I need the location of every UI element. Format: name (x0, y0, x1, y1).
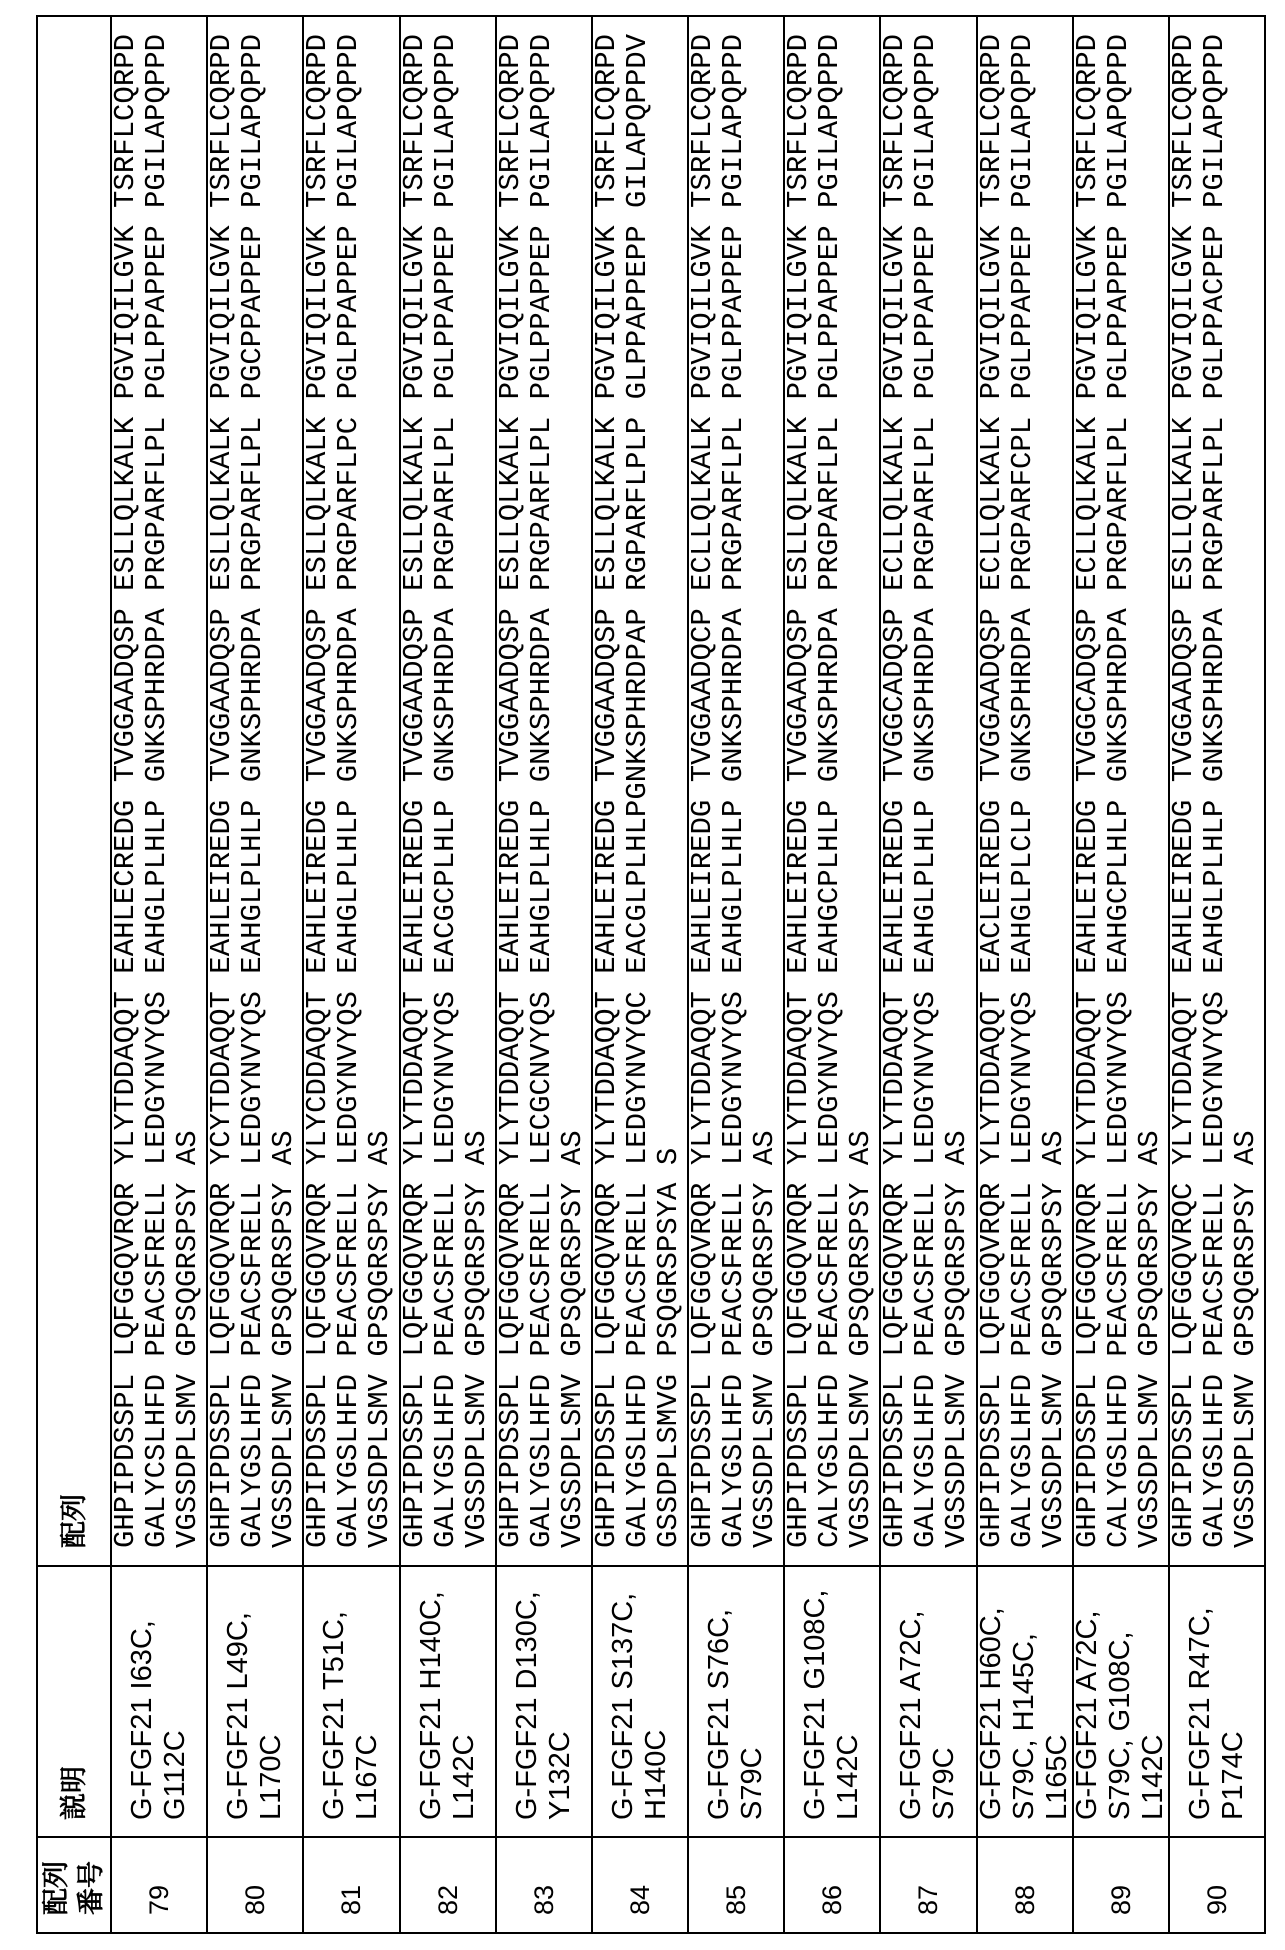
sequence-line: GHPIPDSSPL LQFGGQVRQR YLYTDDAQQT EAHLEIREDG TVGGAADQSP ESLLQLKALK PGVIQILGVK TSRFLCQRPD (493, 33, 527, 1548)
sequence-cell (974, 17, 1072, 1567)
sequence-line: VGSSDPLSMV GPSQGRSPSY AS (844, 1130, 878, 1548)
seq-id-cell (593, 1838, 687, 1932)
sequence-line: VGSSDPLSMV GPSQGRSPSY AS (363, 1130, 397, 1548)
sequence-cell (397, 17, 495, 1567)
seq-id-cell (689, 1838, 783, 1932)
seq-id: 83 (528, 1884, 559, 1915)
description-text: G-FGF21 H60C, S79C, H145C, L165C (975, 1607, 1074, 1820)
table-header-row (38, 17, 110, 1932)
sequence-line: VGSSDPLSMV GPSQGRSPSY AS (555, 1130, 589, 1548)
seq-id: 87 (913, 1884, 944, 1915)
sequence-line: GHPIPDSSPL LQFGGQVRQR YLYTDDAQQT EAHLEIREDG TVGGCADQSP ECLLQLKALK PGVIQILGVK TSRFLCQRPD (1070, 33, 1104, 1548)
sequence-line: VGSSDPLSMV GPSQGRSPSY AS (1132, 1130, 1166, 1548)
sequence-line: VGSSDPLSMV GPSQGRSPSY AS (171, 1130, 204, 1548)
seq-id: 84 (624, 1884, 655, 1915)
seq-id-cell (112, 1838, 206, 1932)
description-cell (401, 1567, 495, 1838)
description-cell (689, 1567, 783, 1838)
sequence-line: GHPIPDSSPL LQFGGQVRQR YLYTDDAQQT EAHLEIREDG TVGGCADQSP ECLLQLKALK PGVIQILGVK TSRFLCQRPD (878, 33, 912, 1548)
table-row (976, 17, 1072, 1932)
description-text: G-FGF21 H140C, L142C (414, 1591, 480, 1820)
sequence-line: GALYGSLHFD PEACSFRELL LEDGYNVYQS EAHGLPLHLP GNKSPHRDPA PRGPARFLPL PGCPPAPPEP PGILAPQPPD (236, 33, 270, 1548)
description-text: G-FGF21 R47C, P174C (1183, 1607, 1249, 1820)
table-row (302, 17, 398, 1932)
seq-id-cell (208, 1838, 302, 1932)
table-row (591, 17, 687, 1932)
description-cell (497, 1567, 591, 1838)
seq-id-cell (401, 1838, 495, 1932)
sequence-line: GALYGSLHFD PEACSFRELL LEDGYNVYQS EAHGLPLHLP GNKSPHRDPA PRGPARFLPL PGLPPACPEP PGILAPQPPD (1197, 33, 1231, 1548)
sequence-line: GALYGSLHFD PEACSFRELL LEDGYNVYQS EACGCPLHLP GNKSPHRDPA PRGPARFLPL PGLPPAPPEP PGILAPQPPD (428, 33, 462, 1548)
description-cell (881, 1567, 975, 1838)
table-row (206, 17, 302, 1932)
sequence-cell (686, 17, 783, 1567)
sequence-cell (1070, 17, 1168, 1567)
description-cell (975, 1567, 1074, 1838)
sequence-line: GALYGSLHFD PEACSFRELL LEDGYNVYQS EAHGLPLHLP GNKSPHRDPA PRGPARFLPL PGLPPAPPEP PGILAPQPPD (717, 33, 751, 1548)
seq-id: 90 (1201, 1884, 1232, 1915)
seq-id-cell (1170, 1838, 1264, 1932)
seq-id: 82 (432, 1884, 463, 1915)
description-cell (593, 1567, 687, 1838)
description-text: G-FGF21 A72C, S79C, G108C, L142C (1071, 1610, 1170, 1820)
description-text: G-FGF21 L49C, L170C (222, 1612, 288, 1820)
sequence-line: GHPIPDSSPL LQFGGQVRQR YLYTDDAQQT EACLEIREDG TVGGAADQSP ECLLQLKALK PGVIQILGVK TSRFLCQRPD (974, 33, 1008, 1548)
sequence-line: GHPIPDSSPL LQFGGQVRQR YLYCDDAQQT EAHLEIREDG TVGGAADQSP ESLLQLKALK PGVIQILGVK TSRFLCQRPD (301, 33, 335, 1548)
sequence-line: GSSDPLSMVG PSQGRSPSYA S (651, 1147, 685, 1548)
sequence-line: VGSSDPLSMV GPSQGRSPSY AS (748, 1130, 782, 1548)
sequence-table (36, 15, 1266, 1934)
table-row (687, 17, 783, 1932)
seq-id-cell (304, 1838, 398, 1932)
seq-id-cell (1074, 1838, 1168, 1932)
sequence-line: GALYGSLHFD PEACSFRELL LEDGYNVYQS EAHGLPLCLP GNKSPHRDPA PRGPARFCPL PGLPPAPPEP PGILAPQPPD (1005, 33, 1039, 1548)
seq-id-cell (881, 1838, 975, 1932)
sequence-line: GHPIPDSSPL LQFGGQVRQR YLYTDDAQQT EAHLEIREDG TVGGAADQSP ESLLQLKALK PGVIQILGVK TSRFLCQRPD (589, 33, 623, 1548)
sequence-line: GHPIPDSSPL LQFGGQVRQR YLYTDDAQQT EAHLEIREDG TVGGAADQSP ESLLQLKALK PGVIQILGVK TSRFLCQRPD (782, 33, 816, 1548)
sequence-cell (301, 17, 398, 1567)
seq-id: 89 (1105, 1884, 1136, 1915)
sequence-line: VGSSDPLSMV GPSQGRSPSY AS (267, 1130, 301, 1548)
sequence-line: VGSSDPLSMV GPSQGRSPSY AS (459, 1130, 493, 1548)
sequence-line: GHPIPDSSPL LQFGGQVRQR YCYTDDAQQT EAHLEIREDG TVGGAADQSP ESLLQLKALK PGVIQILGVK TSRFLCQRPD (205, 33, 239, 1548)
sequence-line: GALYGSLHFD PEACSFRELL LEDGYNVYQS EAHGLPLHLP GNKSPHRDPA PRGPARFLPL PGLPPAPPEP PGILAPQPPD (909, 33, 943, 1548)
table-row (495, 17, 591, 1932)
sequence-line: CALYGSLHFD PEACSFRELL LEDGYNVYQS EAHGCPLHLP GNKSPHRDPA PRGPARFLPL PGLPPAPPEP PGILAPQPPD (813, 33, 847, 1548)
description-text: G-FGF21 A72C, S79C (895, 1610, 961, 1820)
seq-id: 81 (336, 1884, 367, 1915)
sequence-line: GHPIPDSSPL LQFGGQVRQR YLYTDDAQQT EAHLEIREDG TVGGAADQSP ESLLQLKALK PGVIQILGVK TSRFLCQRPD (397, 33, 431, 1548)
description-cell (304, 1567, 398, 1838)
description-text: G-FGF21 D130C, Y132C (510, 1591, 576, 1820)
table-row (110, 17, 206, 1932)
sequence-cell (109, 17, 206, 1567)
sequence-line: GALYGSLHFD PEACSFRELL LECGCNVYQS EAHGLPLHLP GNKSPHRDPA PRGPARFLPL PGLPPAPPEP PGILAPQPPD (524, 33, 558, 1548)
header-seq-id-cell (38, 1838, 110, 1932)
sequence-line: GALYGSLHFD PEACSFRELL LEDGYNVYQC EACGLPLHLPGNKSPHRDPAP RGPARFLPLP GLPPAPPEPP GILAPQPPDV (620, 33, 654, 1548)
sequence-line: GHPIPDSSPL LQFGGQVRQC YLYTDDAQQT EAHLEIREDG TVGGAADQSP ESLLQLKALK PGVIQILGVK TSRFLCQRPD (1166, 33, 1200, 1548)
header-description: 説明 (58, 1766, 90, 1820)
seq-id: 88 (1009, 1884, 1040, 1915)
table-row (1072, 17, 1168, 1932)
sequence-cell (1166, 17, 1264, 1567)
description-cell (1071, 1567, 1170, 1838)
sequence-line: GALYGSLHFD PEACSFRELL LEDGYNVYQS EAHGLPLHLP GNKSPHRDPA PRGPARFLPC PGLPPAPPEP PGILAPQPPD (332, 33, 366, 1548)
sequence-line: VGSSDPLSMV GPSQGRSPSY AS (1036, 1130, 1070, 1548)
sequence-cell (782, 17, 879, 1567)
sequence-line: GHPIPDSSPL LQFGGQVRQR YLYTDDAQQT EAHLEIREDG TVGGAADQCP ECLLQLKALK PGVIQILGVK TSRFLCQRPD (686, 33, 720, 1548)
sequence-line: CALYGSLHFD PEACSFRELL LEDGYNVYQS EAHGCPLHLP GNKSPHRDPA PRGPARFLPL PGLPPAPPEP PGILAPQPPD (1101, 33, 1135, 1548)
sequence-cell (878, 17, 975, 1567)
sequence-cell (205, 17, 302, 1567)
seq-id: 86 (817, 1884, 848, 1915)
seq-id-cell (497, 1838, 591, 1932)
description-cell (1170, 1567, 1264, 1838)
table-row (783, 17, 879, 1932)
seq-id-cell (785, 1838, 879, 1932)
seq-id: 80 (240, 1884, 271, 1915)
sequence-cell (493, 17, 591, 1567)
sequence-line: VGSSDPLSMV GPSQGRSPSY AS (940, 1130, 974, 1548)
description-text: G-FGF21 I63C, G112C (126, 1620, 192, 1820)
sequence-line: VGSSDPLSMV GPSQGRSPSY AS (1228, 1130, 1262, 1548)
header-description-cell (38, 1567, 110, 1838)
header-sequence: 配列 (58, 1494, 90, 1548)
seq-id-cell (978, 1838, 1072, 1932)
table-row (1168, 17, 1264, 1932)
description-cell (785, 1567, 879, 1838)
description-cell (112, 1567, 206, 1838)
seq-id: 85 (721, 1884, 752, 1915)
header-seq-id: 配列 番号 (41, 1861, 107, 1915)
sequence-line: GALYCSLHFD PEACSFRELL LEDGYNVYQS EAHGLPLHLP GNKSPHRDPA PRGPARFLPL PGLPPAPPEP PGILAPQPPD (140, 33, 173, 1548)
description-cell (208, 1567, 302, 1838)
header-sequence-cell (38, 17, 110, 1567)
description-text: G-FGF21 S76C, S79C (703, 1608, 769, 1820)
description-text: G-FGF21 T51C, L167C (318, 1611, 384, 1820)
sequence-cell (589, 17, 687, 1567)
description-text: G-FGF21 S137C, H140C (606, 1592, 672, 1820)
description-text: G-FGF21 G108C, L142C (799, 1589, 865, 1820)
seq-id: 79 (144, 1884, 175, 1915)
sequence-line: GHPIPDSSPL LQFGGQVRQR YLYTDDAQQT EAHLECREDG TVGGAADQSP ESLLQLKALK PGVIQILGVK TSRFLCQRPD (109, 33, 142, 1548)
table-row (399, 17, 495, 1932)
table-row (879, 17, 975, 1932)
